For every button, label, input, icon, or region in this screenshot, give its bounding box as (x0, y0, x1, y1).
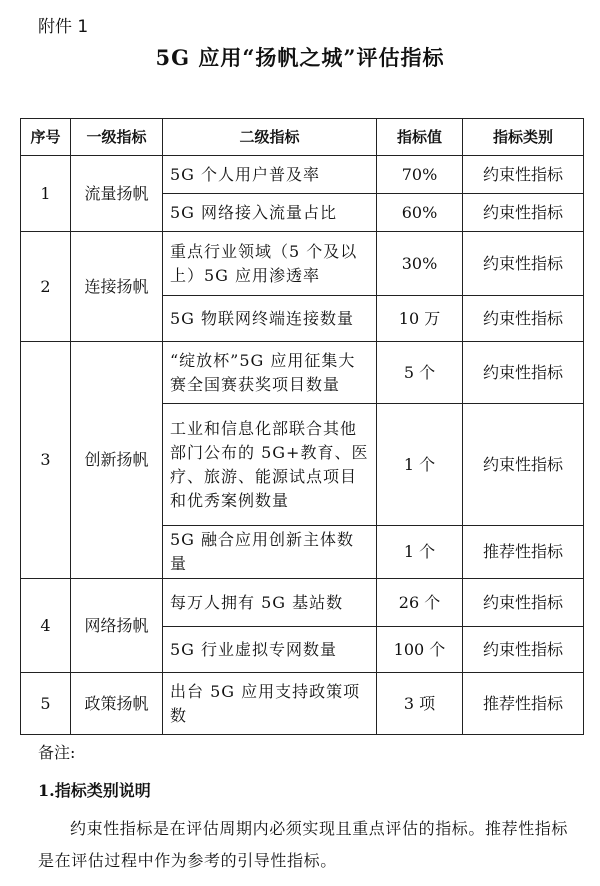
indicator-value: 5 个 (377, 342, 463, 404)
level2-indicator: 5G 融合应用创新主体数量 (163, 526, 377, 579)
level2-indicator: 5G 网络接入流量占比 (163, 194, 377, 232)
level1-indicator: 流量扬帆 (71, 156, 163, 232)
level2-indicator: 每万人拥有 5G 基站数 (163, 579, 377, 627)
indicator-value: 1 个 (377, 526, 463, 579)
indicator-value: 100 个 (377, 627, 463, 673)
indicator-category: 约束性指标 (463, 296, 584, 342)
level2-indicator: 重点行业领域（5 个及以上）5G 应用渗透率 (163, 232, 377, 296)
level2-indicator: 5G 物联网终端连接数量 (163, 296, 377, 342)
row-number: 1 (21, 156, 71, 232)
header-level2: 二级指标 (163, 119, 377, 156)
table-row (21, 342, 584, 404)
level2-indicator: 5G 个人用户普及率 (163, 156, 377, 194)
table-row (21, 579, 584, 627)
table-row (21, 232, 584, 296)
level2-indicator: 出台 5G 应用支持政策项数 (163, 673, 377, 735)
indicator-category: 约束性指标 (463, 579, 584, 627)
header-level1: 一级指标 (71, 119, 163, 156)
header-no: 序号 (21, 119, 71, 156)
indicator-value: 1 个 (377, 404, 463, 526)
document-title: 5G 应用“扬帆之城”评估指标 (155, 45, 445, 70)
row-number: 3 (21, 342, 71, 579)
indicator-value: 26 个 (377, 579, 463, 627)
indicator-category: 推荐性指标 (463, 526, 584, 579)
indicator-table (20, 118, 584, 735)
indicator-value: 3 项 (377, 673, 463, 735)
indicator-category: 推荐性指标 (463, 673, 584, 735)
table-row (21, 673, 584, 735)
header-category: 指标类别 (463, 119, 584, 156)
indicator-category: 约束性指标 (463, 194, 584, 232)
level2-indicator: “绽放杯”5G 应用征集大赛全国赛获奖项目数量 (163, 342, 377, 404)
level1-indicator: 连接扬帆 (71, 232, 163, 342)
level1-indicator: 网络扬帆 (71, 579, 163, 673)
row-number: 5 (21, 673, 71, 735)
table-row (21, 156, 584, 194)
level2-indicator: 工业和信息化部联合其他部门公布的 5G+教育、医疗、旅游、能源试点项目和优秀案例数量 (163, 404, 377, 526)
indicator-category: 约束性指标 (463, 627, 584, 673)
table-header-row (21, 119, 584, 156)
section-paragraph: 约束性指标是在评估周期内必须实现且重点评估的指标。推荐性指标是在评估过程中作为参考的引导性指标。 (38, 819, 569, 870)
indicator-value: 10 万 (377, 296, 463, 342)
indicator-value: 30% (377, 232, 463, 296)
indicator-value: 70% (377, 156, 463, 194)
header-value: 指标值 (377, 119, 463, 156)
row-number: 4 (21, 579, 71, 673)
row-number: 2 (21, 232, 71, 342)
indicator-category: 约束性指标 (463, 404, 584, 526)
attachment-label: 附件 1 (38, 17, 89, 37)
notes-label: 备注: (38, 743, 76, 762)
level1-indicator: 创新扬帆 (71, 342, 163, 579)
level2-indicator: 5G 行业虚拟专网数量 (163, 627, 377, 673)
section-heading: 1.指标类别说明 (38, 781, 151, 800)
indicator-category: 约束性指标 (463, 342, 584, 404)
level1-indicator: 政策扬帆 (71, 673, 163, 735)
indicator-category: 约束性指标 (463, 232, 584, 296)
indicator-value: 60% (377, 194, 463, 232)
indicator-category: 约束性指标 (463, 156, 584, 194)
